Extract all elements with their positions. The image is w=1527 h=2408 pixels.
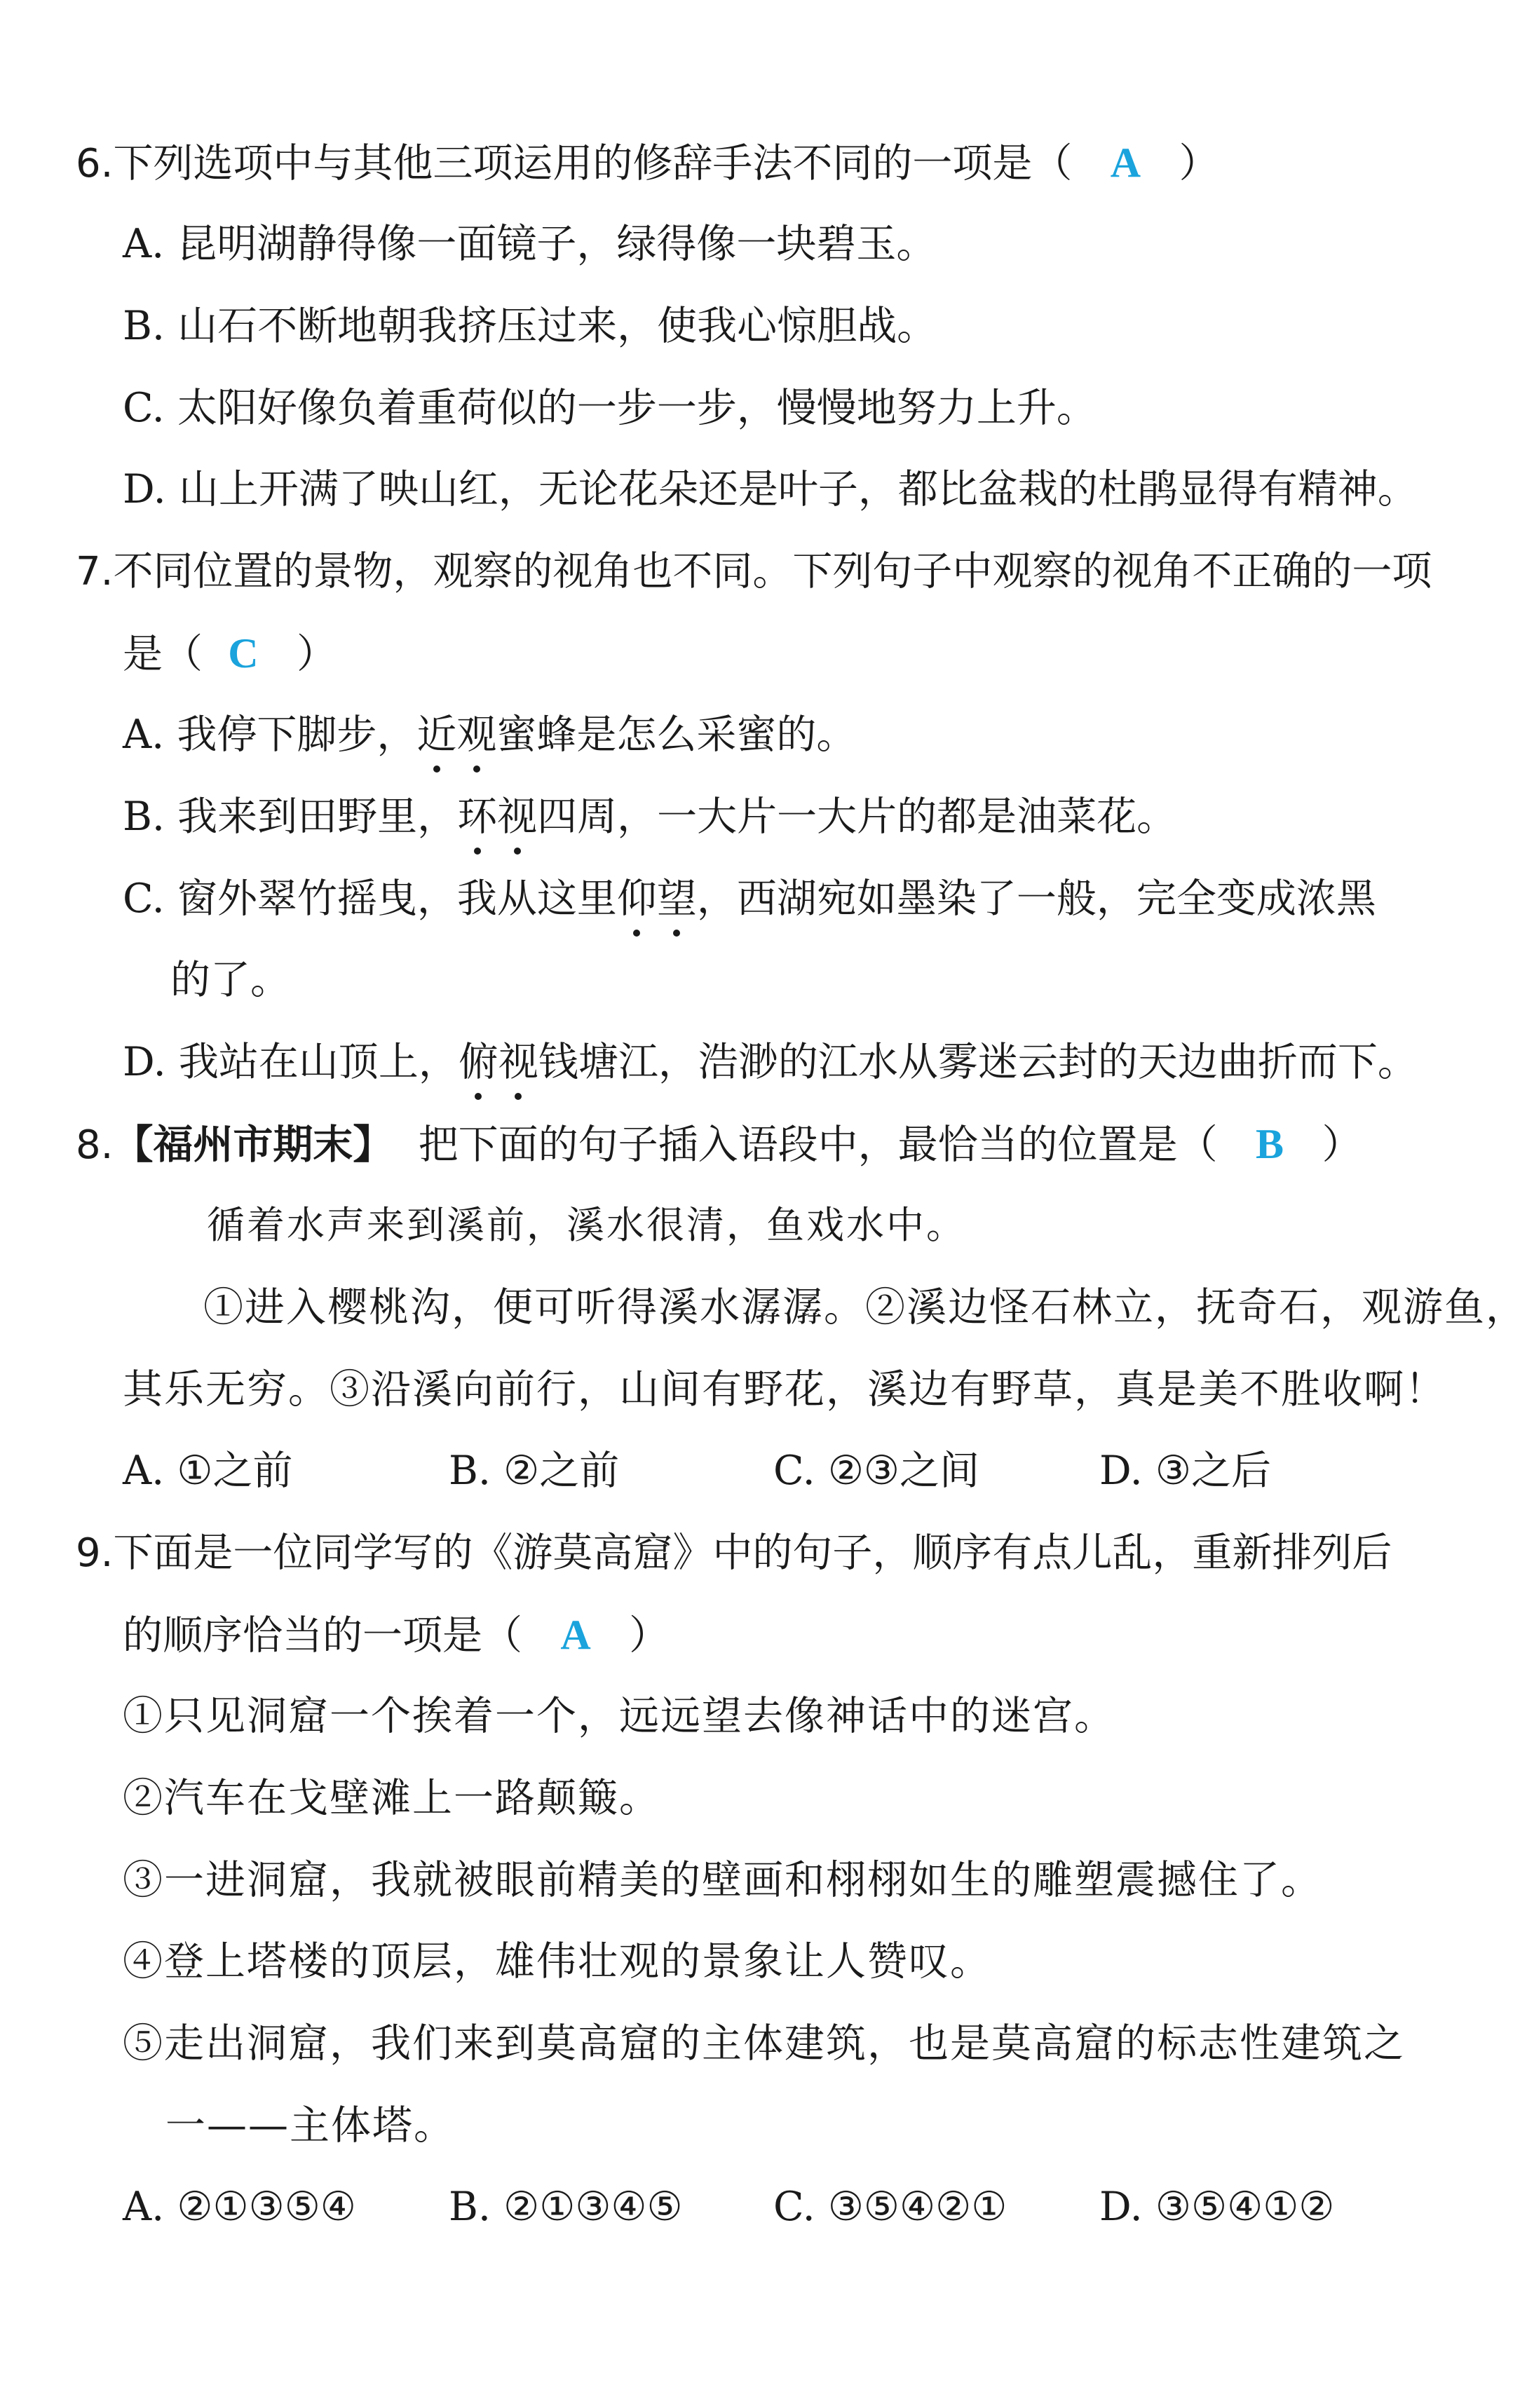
- q9-item-1: ①只见洞窟一个挨着一个，远远望去像神话中的迷宫。: [123, 1693, 1115, 1739]
- q7-option-a-post: 蜜蜂是怎么采蜜的。: [496, 712, 857, 758]
- emphasis-char: 视: [498, 1034, 538, 1090]
- q6-option-b: B. 山石不断地朝我挤压过来，使我心惊胆战。: [123, 303, 937, 349]
- q6-number: 6.: [76, 141, 114, 186]
- q8-option-d: D. ③之后: [1099, 1448, 1272, 1494]
- emphasis-char: 望: [657, 871, 697, 927]
- q9-stem-line1: [76, 1525, 1392, 1581]
- q7-answer: C: [228, 630, 259, 676]
- q9-option-a: A. ②①③⑤④: [123, 2184, 356, 2230]
- q7-option-c-emphasis: [617, 876, 697, 922]
- q9-item-4: ④登上塔楼的顶层，雄伟壮观的景象让人赞叹。: [123, 1938, 991, 1985]
- q8-answer: B: [1256, 1121, 1284, 1167]
- q7-option-c-continued: 的了。: [170, 957, 290, 1003]
- q9-stem-text: 下面是一位同学写的《游莫高窟》中的句子，顺序有点儿乱，重新排列后: [113, 1530, 1392, 1576]
- q7-option-d-post: 钱塘江，浩渺的江水从雾迷云封的天边曲折而下。: [538, 1039, 1418, 1085]
- q8-number: 8.: [76, 1122, 114, 1168]
- q9-stem-line2: [123, 1607, 669, 1663]
- q9-option-b: B. ②①③④⑤: [449, 2184, 683, 2230]
- q7-option-b-pre: B. 我来到田野里，: [123, 794, 458, 840]
- emphasis-char: 视: [497, 789, 537, 845]
- q9-item-5: ⑤走出洞窟，我们来到莫高窟的主体建筑，也是莫高窟的标志性建筑之: [123, 2020, 1405, 2067]
- q7-option-d-emphasis: [459, 1039, 538, 1085]
- q8-options: [0, 1443, 1527, 1499]
- q7-option-b: [123, 789, 1176, 845]
- q7-option-b-post: 四周，一大片一大片的都是油菜花。: [537, 794, 1177, 840]
- q6-stem-text: 下列选项中与其他三项运用的修辞手法不同的一项是（: [113, 140, 1073, 186]
- q8-option-c: C. ②③之间: [773, 1448, 980, 1494]
- q7-stem-line2-text: 是（: [123, 631, 203, 677]
- emphasis-char: 仰: [617, 871, 657, 927]
- q7-option-a-emphasis: [416, 712, 496, 758]
- q6-option-d: D. 山上开满了映山红，无论花朵还是叶子，都比盆栽的杜鹃显得有精神。: [123, 466, 1418, 512]
- q8-paragraph-line2: 其乐无穷。③沿溪向前行，山间有野花，溪边有野草，真是美不胜收啊！: [123, 1366, 1446, 1413]
- q9-close: ）: [629, 1612, 670, 1659]
- q6-option-c: C. 太阳好像负着重荷似的一步一步，慢慢地努力上升。: [123, 385, 1097, 431]
- q7-option-c-post: ，西湖宛如墨染了一般，完全变成浓黑: [696, 876, 1376, 922]
- q7-option-d: [123, 1034, 1418, 1090]
- q6-option-a: A. 昆明湖静得像一面镜子，绿得像一块碧玉。: [123, 221, 937, 267]
- q9-stem-line2-text: 的顺序恰当的一项是（: [123, 1612, 522, 1659]
- q7-option-a-pre: A. 我停下脚步，: [123, 712, 417, 758]
- q9-item-2: ②汽车在戈壁滩上一路颠簸。: [123, 1775, 660, 1821]
- q7-option-a: [123, 707, 856, 763]
- q9-options: [0, 2179, 1527, 2235]
- q9-item-3: ③一进洞窟，我就被眼前精美的壁画和栩栩如生的雕塑震撼住了。: [123, 1857, 1322, 1903]
- q7-option-d-pre: D. 我站在山顶上，: [123, 1039, 459, 1085]
- q9-option-c: C. ③⑤④②①: [773, 2184, 1007, 2230]
- emphasis-char: 近: [416, 707, 456, 763]
- q9-option-d: D. ③⑤④①②: [1099, 2184, 1335, 2230]
- q7-stem-line2: [123, 625, 337, 681]
- q7-stem-line1: [76, 543, 1432, 599]
- q9-item-5-continued: 一——主体塔。: [165, 2102, 455, 2149]
- q8-paragraph-line1: ①进入樱桃沟，便可听得溪水潺潺。②溪边怪石林立，抚奇石，观游鱼，: [203, 1284, 1527, 1331]
- q7-number: 7.: [76, 549, 114, 594]
- q8-close: ）: [1322, 1122, 1362, 1168]
- q9-answer: A: [560, 1612, 591, 1658]
- q7-stem-text: 不同位置的景物，观察的视角也不同。下列句子中观察的视角不正确的一项: [113, 548, 1432, 594]
- q8-option-b: B. ②之前: [449, 1448, 620, 1494]
- q8-option-a: A. ①之前: [123, 1448, 293, 1494]
- q8-stem: [76, 1116, 1362, 1172]
- q7-option-c: [123, 871, 1376, 927]
- emphasis-char: 俯: [459, 1034, 498, 1090]
- emphasis-char: 观: [456, 707, 496, 763]
- q7-option-c-pre: C. 窗外翠竹摇曳，我从这里: [123, 876, 617, 922]
- q7-option-b-emphasis: [457, 794, 537, 840]
- q9-number: 9.: [76, 1530, 114, 1576]
- q8-insert-sentence: 循着水声来到溪前，溪水很清，鱼戏水中。: [207, 1203, 966, 1247]
- q7-close: ）: [296, 631, 337, 677]
- q8-source-tag: 【福州市期末】: [113, 1121, 393, 1168]
- q6-stem: [76, 135, 1219, 191]
- q8-stem-text: 把下面的句子插入语段中，最恰当的位置是（: [418, 1122, 1218, 1168]
- emphasis-char: 环: [457, 789, 497, 845]
- q6-answer: A: [1110, 140, 1141, 186]
- q6-close: ）: [1179, 140, 1219, 186]
